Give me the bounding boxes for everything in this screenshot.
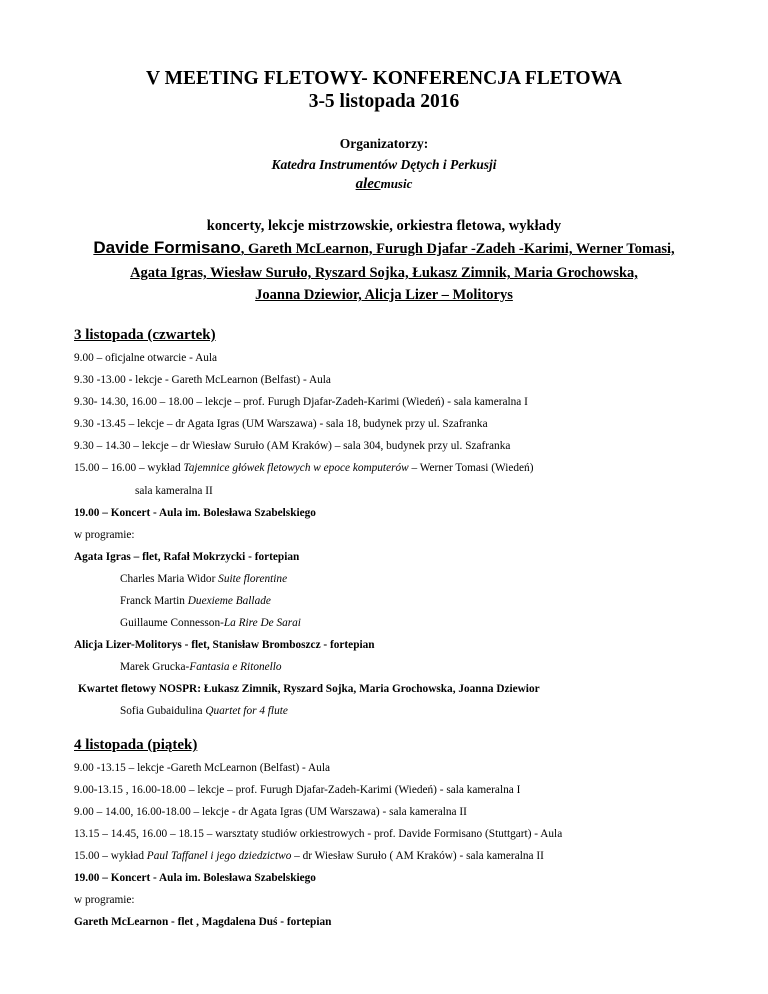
organizer-department: Katedra Instrumentów Dętych i Perkusji [271,157,497,172]
day1-item: 9.30 – 14.30 – lekcje – dr Wiesław Suruło (AM Kraków) – sala 304, budynek przy ul. Szafranka [74,440,511,452]
work-composer: Franck Martin [120,595,188,607]
day2-lecture [74,850,544,862]
organizers-label: Organizatorzy: [339,136,429,151]
artists-line-2: Agata Igras, Wiesław Suruło, Ryszard Sojka, Łukasz Zimnik, Maria Grochowska, [130,265,638,281]
day1-program-label: w programie: [74,529,135,541]
work-composer: Guillaume Connesson- [120,617,224,629]
work-title: La Rire De Sarai [223,617,301,629]
day1-performers-3: Kwartet fletowy NOSPR: Łukasz Zimnik, Ryszard Sojka, Maria Grochowska, Joanna Dziewior [78,683,540,695]
day1-work [120,573,287,585]
day1-item: 9.30 -13.00 - lekcje - Gareth McLearnon (Belfast) - Aula [74,374,331,386]
day2-item: 9.00-13.15 , 16.00-18.00 – lekcje – prof. Furugh Djafar-Zadeh-Karimi (Wiedeń) - sala kameralna I [74,784,521,796]
day1-lecture-prefix: 15.00 – 16.00 – wykład [74,462,184,474]
page-subtitle-dates: 3-5 listopada 2016 [308,91,460,112]
day1-lecture [74,462,533,474]
activities-line: koncerty, lekcje mistrzowskie, orkiestra fletowa, wykłady [206,218,562,234]
work-title: Suite florentine [218,573,288,585]
day2-heading: 4 listopada (piątek) [74,737,198,753]
day2-lecture-title: Paul Taffanel i jego dziedzictwo [146,850,292,862]
work-composer: Sofia Gubaidulina [120,705,206,717]
day2-performers-1: Gareth McLearnon - flet , Magdalena Duś - fortepian [74,916,332,928]
page-title: V MEETING FLETOWY- KONFERENCJA FLETOWA [145,68,623,89]
day1-concert: 19.00 – Koncert - Aula im. Bolesława Szabelskiego [74,507,316,519]
day1-work [120,705,288,717]
day1-item: 9.30- 14.30, 16.00 – 18.00 – lekcje – prof. Furugh Djafar-Zadeh-Karimi (Wiedeń) - sala kameralna I [74,396,528,408]
day1-lecture-title: Tajemnice główek fletowych w epoce komputerów [183,462,409,474]
work-title: Fantasia e Ritonello [189,661,282,673]
artists-line-1 [0,238,768,258]
work-title: Duexieme Ballade [187,595,271,607]
day2-item: 9.00 -13.15 – lekcje -Gareth McLearnon (Belfast) - Aula [74,762,330,774]
artists-line-3: Joanna Dziewior, Alicja Lizer – Molitorys [255,287,513,303]
work-title: Quartet for 4 flute [205,705,288,717]
day1-performers-1: Agata Igras – flet, Rafał Mokrzycki - fortepian [74,551,300,563]
day1-lecture-suffix: – Werner Tomasi (Wiedeń) [408,462,534,474]
day2-lecture-suffix: – dr Wiesław Suruło ( AM Kraków) - sala kameralna II [291,850,544,862]
logo-part-alec: alec [355,176,381,192]
logo-part-music: music [380,176,413,191]
day1-heading: 3 listopada (czwartek) [74,327,216,343]
artists-line-1-rest: , Gareth McLearnon, Furugh Djafar -Zadeh -Karimi, Werner Tomasi, [240,241,675,257]
day2-item: 9.00 – 14.00, 16.00-18.00 – lekcje - dr Agata Igras (UM Warszawa) - sala kameralna II [74,806,467,818]
day1-work [120,595,271,607]
day2-program-label: w programie: [74,894,135,906]
day2-item: 13.15 – 14.45, 16.00 – 18.15 – warsztaty studiów orkiestrowych - prof. Davide Formisano (Stuttgart) - Aula [74,828,563,840]
day1-work [120,617,301,629]
day1-item: 9.00 – oficjalne otwarcie - Aula [74,352,218,364]
day1-lecture-room: sala kameralna II [135,485,213,497]
day2-lecture-prefix: 15.00 – wykład [74,850,147,862]
day2-concert: 19.00 – Koncert - Aula im. Bolesława Szabelskiego [74,872,316,884]
organizer-logo [0,175,768,193]
work-composer: Charles Maria Widor [120,573,219,585]
featured-artist: Davide Formisano [93,238,241,257]
day1-item: 9.30 -13.45 – lekcje – dr Agata Igras (UM Warszawa) - sala 18, budynek przy ul. Szafranka [74,418,488,430]
day1-performers-2: Alicja Lizer-Molitorys - flet, Stanisław Bromboszcz - fortepian [74,639,375,651]
day1-work [120,661,282,673]
work-composer: Marek Grucka- [120,661,190,673]
